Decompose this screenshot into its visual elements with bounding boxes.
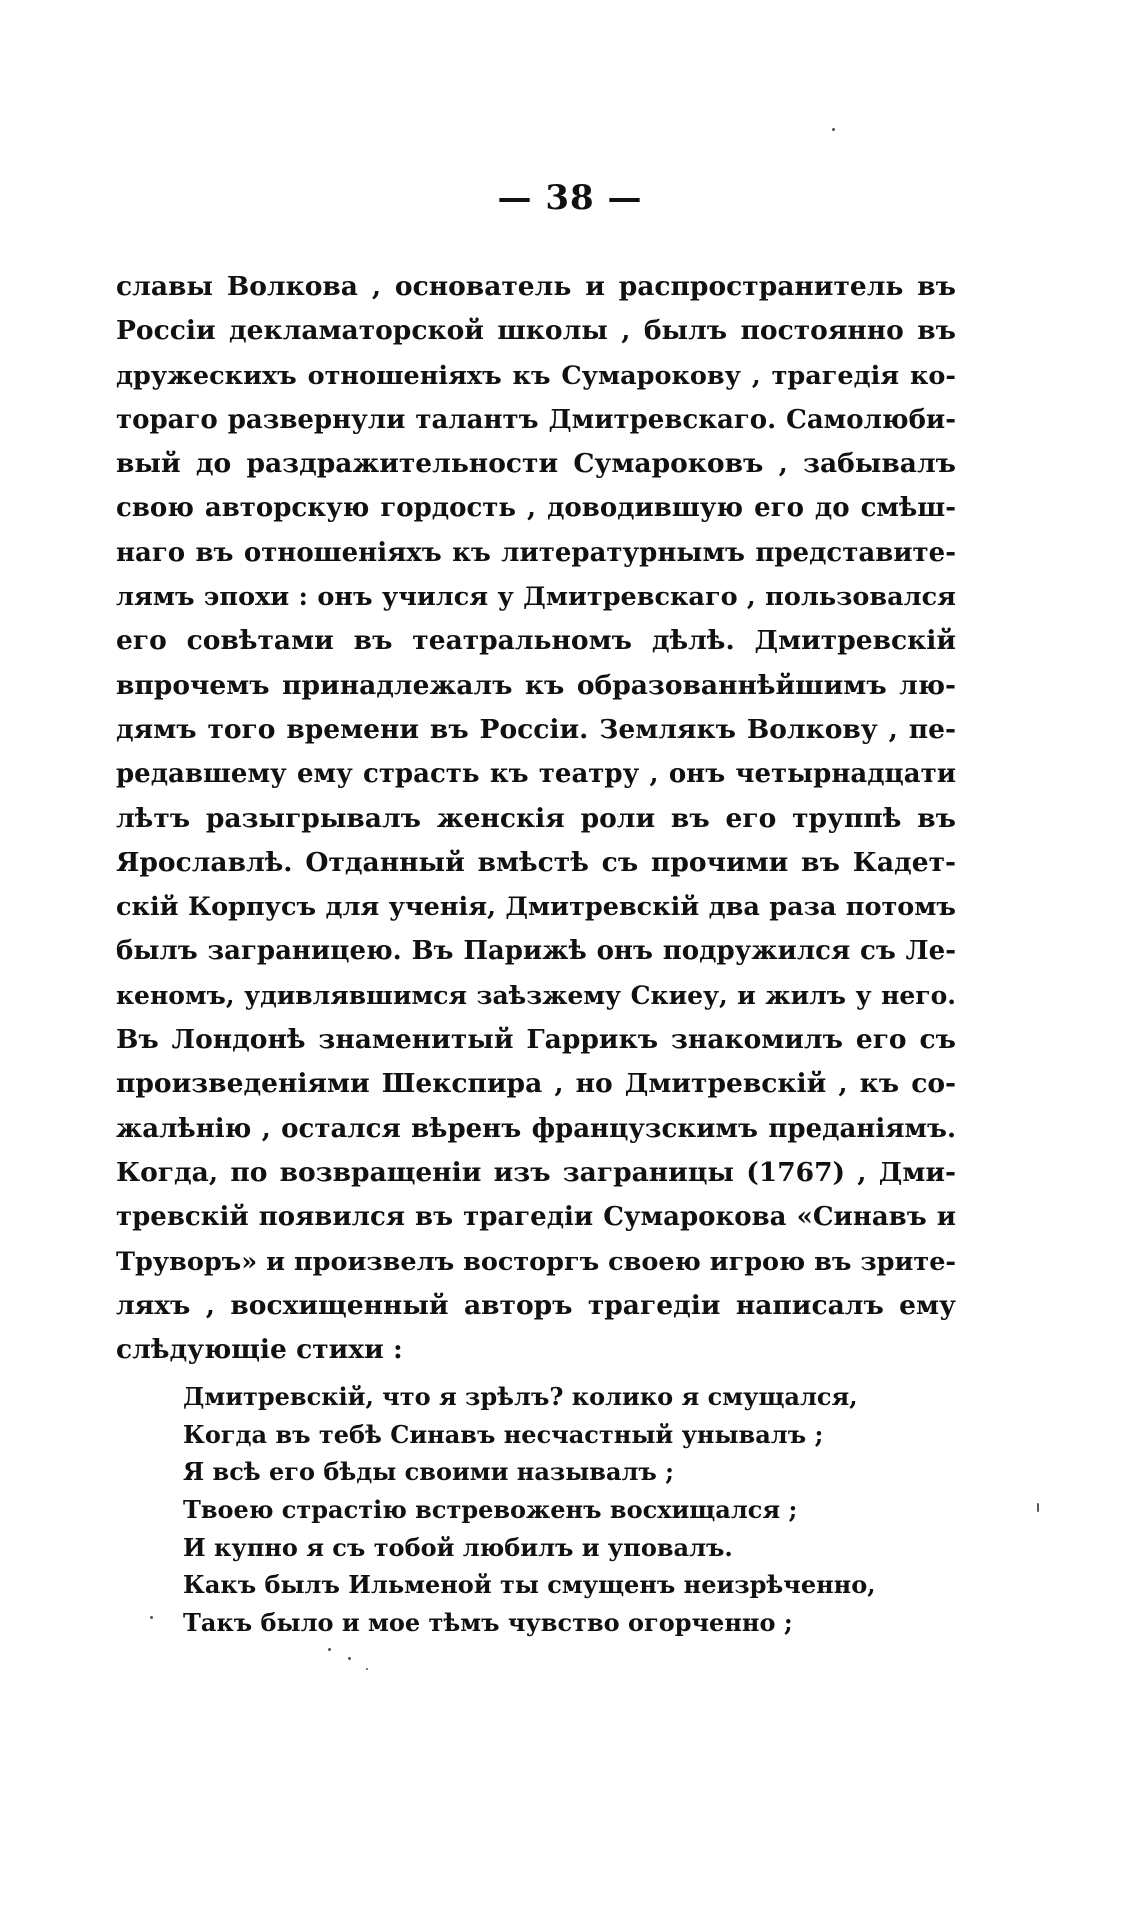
text-line: Когда, по возвращеніи изъ заграницы (1767) , Дми-	[116, 1156, 956, 1188]
verse-line: Такъ было и мое тѣмъ чувство огорченно ;	[183, 1608, 793, 1638]
text-line: былъ заграницею. Въ Парижѣ онъ подружился съ Ле-	[116, 936, 956, 967]
text-line: тревскій появился въ трагедіи Сумарокова «Синавъ и	[116, 1202, 956, 1233]
text-line: кеномъ, удивлявшимся заѣзжему Скиеу, и жилъ у него.	[116, 980, 956, 1010]
text-line: лѣтъ разыгрывалъ женскія роли въ его труппѣ въ	[116, 802, 956, 834]
page-number: — 38 —	[497, 178, 643, 218]
text-line: дямъ того времени въ Россіи. Землякъ Волкову , пе-	[116, 713, 956, 745]
text-line: Россіи декламаторской школы , былъ постоянно въ	[116, 315, 956, 347]
scan-speck	[1037, 1503, 1039, 1512]
text-line: дружескихъ отношеніяхъ къ Сумарокову , трагедія ко-	[116, 360, 956, 391]
verse-line: И купно я съ тобой любилъ и уповалъ.	[183, 1532, 733, 1562]
text-line: впрочемъ принадлежалъ къ образованнѣйшимъ лю-	[116, 669, 956, 701]
text-line: Труворъ» и произвелъ восторгъ своею игрою въ зрите-	[116, 1246, 956, 1277]
text-line: слѣдующіе стихи :	[116, 1334, 403, 1366]
text-line: редавшему ему страсть къ театру , онъ четырнадцати	[116, 759, 956, 790]
text-line: ляхъ , восхищенный авторъ трагедіи написалъ ему	[116, 1289, 956, 1321]
verse-line: Какъ былъ Ильменой ты смущенъ неизрѣченно,	[183, 1570, 876, 1600]
verse-block	[183, 1378, 903, 1642]
text-line: наго въ отношеніяхъ къ литературнымъ представите-	[116, 537, 956, 568]
verse-line: Когда въ тебѣ Синавъ несчастный унывалъ ;	[183, 1419, 824, 1449]
text-line: Ярославлѣ. Отданный вмѣстѣ съ прочими въ Кадет-	[116, 846, 956, 878]
text-line: тораго развернули талантъ Дмитревскаго. Самолюби-	[116, 404, 956, 435]
prose-paragraph	[116, 265, 956, 1372]
verse-line: Твоею страстію встревоженъ восхищался ;	[183, 1495, 798, 1525]
verse-line: Я всѣ его бѣды своими называлъ ;	[183, 1457, 675, 1487]
text-line: Въ Лондонѣ знаменитый Гаррикъ знакомилъ его съ	[116, 1024, 956, 1056]
scan-speck	[832, 128, 835, 131]
text-line: свою авторскую гордость , доводившую его до смѣш-	[116, 493, 956, 524]
scan-speck	[150, 1616, 153, 1619]
scan-speck	[348, 1657, 351, 1660]
verse-line: Дмитревскій, что я зрѣлъ? колико я смущался,	[183, 1382, 858, 1411]
text-line: его совѣтами въ театральномъ дѣлѣ. Дмитревскій	[116, 625, 956, 657]
scan-speck	[366, 1668, 368, 1670]
scan-speck	[328, 1648, 331, 1651]
text-line: произведеніями Шекспира , но Дмитревскій , къ со-	[116, 1068, 956, 1100]
text-line: вый до раздражительности Сумароковъ , забывалъ	[116, 448, 956, 480]
text-line: славы Волкова , основатель и распространитель въ	[116, 271, 956, 302]
text-line: лямъ эпохи : онъ учился у Дмитревскаго , пользовался	[116, 582, 956, 613]
text-line: жалѣнію , остался вѣренъ французскимъ преданіямъ.	[116, 1113, 956, 1144]
text-line: скій Корпусъ для ученія, Дмитревскій два раза потомъ	[116, 892, 956, 923]
